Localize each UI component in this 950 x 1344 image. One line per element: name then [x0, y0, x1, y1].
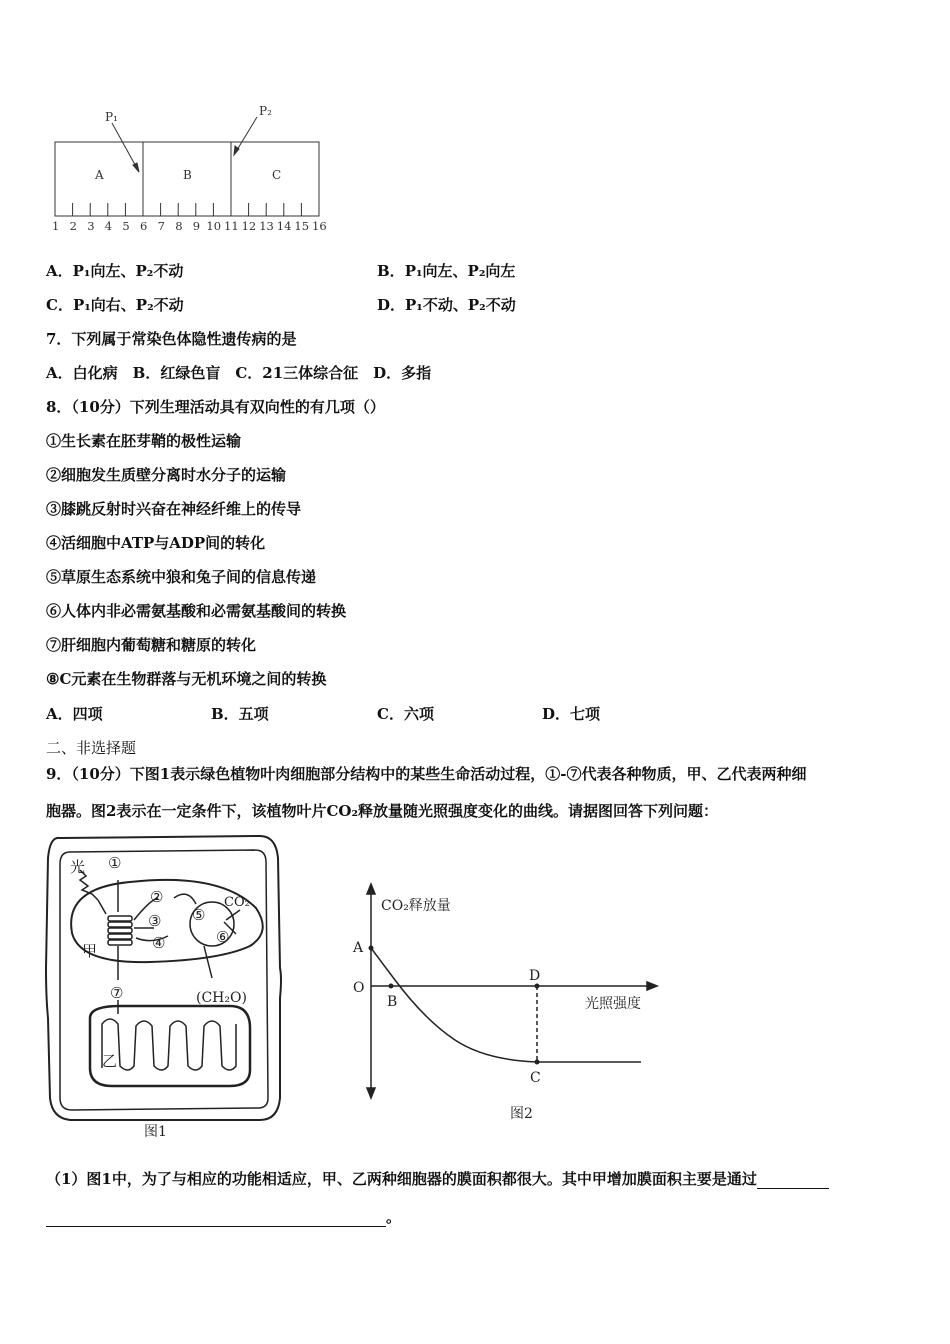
light-label: 光: [70, 858, 86, 876]
figure-1-caption: 图1: [144, 1124, 167, 1140]
ruler-tick-label: 10: [206, 219, 222, 233]
q9-stem-line1: 9．（10分）下图1表示绿色植物叶肉细胞部分结构中的某些生命活动过程，①-⑦代表各种物质，甲、乙代表两种细: [46, 765, 807, 783]
yi-label: 乙: [102, 1052, 118, 1070]
y-axis-label: CO₂释放量: [381, 898, 451, 914]
ruler-tick-label: 15: [294, 219, 310, 233]
ruler-tick-label: 3: [87, 219, 95, 233]
ruler-tick-label: 4: [104, 219, 113, 233]
ch2o-label: (CH₂O): [196, 990, 247, 1006]
label-7: ⑦: [110, 984, 124, 1002]
q6-option-b: B．P₁向左、P₂向左: [377, 262, 516, 280]
answer-blank-2[interactable]: [46, 1206, 386, 1227]
q8-item-4: ④活细胞中ATP与ADP间的转化: [46, 534, 266, 552]
ruler-tick-label: 2: [69, 219, 77, 233]
co2-label: CO₂: [224, 895, 250, 910]
p1-label: P₁: [105, 110, 118, 124]
region-c-label: C: [272, 168, 282, 182]
q8-item-2: ②细胞发生质壁分离时水分子的运输: [46, 466, 287, 484]
section-heading: 二、非选择题: [46, 739, 137, 757]
q8-item-5: ⑤草原生态系统中狼和兔子间的信息传递: [46, 568, 317, 586]
label-3: ③: [148, 912, 162, 930]
jia-label: 甲: [82, 942, 98, 960]
answer-blank-1[interactable]: [757, 1168, 829, 1189]
q7-options: A．白化病 B．红绿色盲 C．21三体综合征 D．多指: [46, 364, 432, 382]
region-a-label: A: [95, 168, 104, 182]
ruler-tick-label: 14: [276, 219, 292, 233]
label-2: ②: [150, 888, 164, 906]
grana-stack: [108, 916, 132, 945]
ruler-tick-label: 16: [312, 219, 327, 233]
ruler-tick-label: 12: [241, 219, 257, 233]
point-b-label: B: [387, 994, 398, 1010]
label-1: ①: [108, 854, 122, 872]
q6-option-c: C．P₁向右、P₂不动: [46, 296, 184, 314]
label-4: ④: [152, 934, 166, 952]
point-a-label: A: [353, 940, 364, 956]
mitochondrion-outline: [90, 1006, 250, 1086]
q8-item-3: ③膝跳反射时兴奋在神经纤维上的传导: [46, 500, 302, 518]
ruler-tick-label: 7: [157, 219, 165, 233]
x-axis-label: 光照强度: [585, 996, 641, 1012]
ruler-tick-label: 1: [52, 219, 60, 233]
q8-option-a: A．四项: [46, 705, 103, 723]
ruler-tick-label: 8: [175, 219, 183, 233]
q8-item-8: ⑧C元素在生物群落与无机环境之间的转换: [46, 670, 327, 688]
region-b-label: B: [183, 168, 192, 182]
q8-item-6: ⑥人体内非必需氨基酸和必需氨基酸间的转换: [46, 602, 347, 620]
q8-item-7: ⑦肝细胞内葡萄糖和糖原的转化: [46, 636, 257, 654]
q8-option-b: B．五项: [211, 705, 269, 723]
p1-arrowhead: [133, 163, 139, 172]
q9-sub1-line2: 。: [46, 1206, 401, 1227]
q6-option-d: D．P₁不动、P₂不动: [377, 296, 516, 314]
ruler-tick-label: 11: [224, 219, 239, 233]
point-d-label: D: [529, 968, 541, 984]
figure-1-cell: [40, 828, 290, 1148]
ruler-tick-label: 13: [259, 219, 274, 233]
q8-option-c: C．六项: [377, 705, 434, 723]
q9-sub1-text: （1）图1中，为了与相应的功能相适应，甲、乙两种细胞器的膜面积都很大。其中甲增加膜面积主要是通过: [46, 1168, 829, 1189]
q7-stem: 7．下列属于常染色体隐性遗传病的是: [46, 330, 297, 348]
label-6: ⑥: [216, 928, 230, 946]
mitochondrion-cristae: [102, 1019, 236, 1070]
ruler-tick-label: 6: [140, 219, 148, 233]
ruler-tick-label: 9: [192, 219, 201, 233]
q8-option-d: D．七项: [542, 705, 601, 723]
q8-item-1: ①生长素在胚芽鞘的极性运输: [46, 432, 242, 450]
point-o-label: O: [353, 980, 365, 996]
q8-stem: 8．（10分）下列生理活动具有双向性的有几项（）: [46, 398, 385, 416]
p2-label: P₂: [259, 104, 272, 118]
q9-stem-line2: 胞器。图2表示在一定条件下，该植物叶片CO₂释放量随光照强度变化的曲线。请据图回答下列问题：: [46, 802, 719, 820]
figure-2-caption: 图2: [510, 1106, 533, 1122]
ruler-tick-label: 5: [122, 219, 130, 233]
q6-option-a: A．P₁向左、P₂不动: [46, 262, 184, 280]
figure-2-chart: [345, 880, 665, 1125]
label-5: ⑤: [192, 906, 206, 924]
ruler-diagram: [40, 95, 340, 240]
point-c-label: C: [530, 1070, 541, 1086]
